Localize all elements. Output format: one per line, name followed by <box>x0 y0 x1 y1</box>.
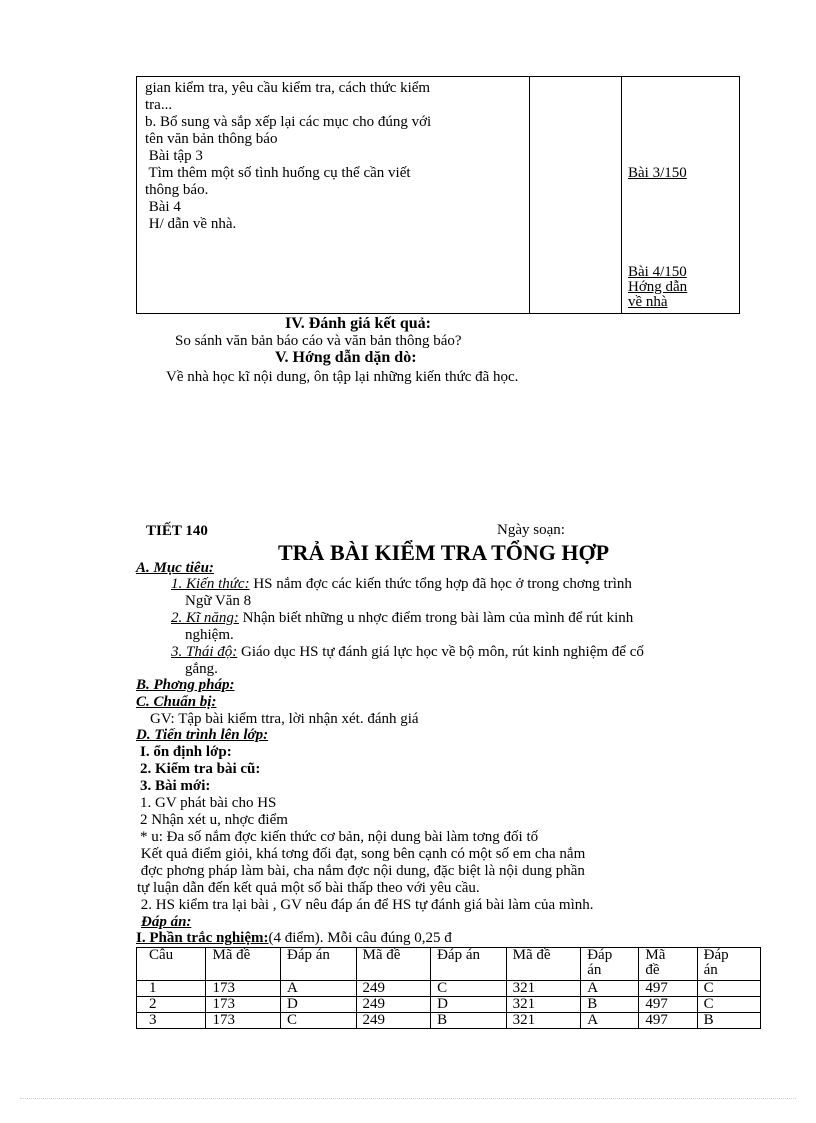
procedure-step: 3. Bài mới: <box>140 778 211 794</box>
table-cell: 173 <box>206 981 281 997</box>
section-d-heading: D. Tiến trình lên lớp: <box>136 727 269 743</box>
part1-heading: I. Phần trắc nghiệm: <box>136 930 269 946</box>
procedure-line: * u: Đa số nắm đợc kiến thức cơ bản, nội dung bài làm tơng đối tố <box>140 829 539 845</box>
table-row <box>137 1013 761 1029</box>
procedure-line: 2 Nhận xét u, nhợc điểm <box>140 812 288 828</box>
table-cell: C <box>697 981 760 997</box>
table-cell: 1 <box>137 981 206 997</box>
procedure-step: I. ổn định lớp: <box>140 744 232 760</box>
section-a-heading: A. Mục tiêu: <box>136 560 214 576</box>
reference-line: Hớng dẫn <box>628 279 688 295</box>
part1-heading-line <box>136 930 452 946</box>
lesson-number: TIẾT 140 <box>146 523 208 539</box>
table-cell: B <box>697 1013 760 1029</box>
procedure-line: tự luận dẫn đến kết quả một số bài thấp theo với yêu cầu. <box>137 880 480 896</box>
table-cell: 497 <box>639 1013 697 1029</box>
table-cell: 173 <box>206 997 281 1013</box>
section-v-text: Về nhà học kĩ nội dung, ôn tập lại những kiến thức đã học. <box>166 369 519 385</box>
column-header: Mã đề <box>206 948 281 981</box>
activity-line: thông báo. <box>145 182 209 198</box>
activity-line: tra... <box>145 97 173 113</box>
table-cell: 497 <box>639 981 697 997</box>
table-cell: C <box>431 981 507 997</box>
procedure-line: Kết quả điểm giỏi, khá tơng đối đạt, song bên cạnh có một số em cha nắm <box>137 846 586 862</box>
lesson-activity-table <box>136 76 740 314</box>
objective-text: HS nắm đợc các kiến thức tổng hợp đã học ở trong chơng trình <box>249 576 632 592</box>
activity-line: gian kiểm tra, yêu cầu kiểm tra, cách thức kiểm <box>145 80 431 96</box>
objective-continuation: nghiệm. <box>185 627 234 643</box>
table-cell: 321 <box>506 981 581 997</box>
section-iv-heading: IV. Đánh giá kết quả: <box>285 315 431 332</box>
objective-label: 2. Kĩ năng: <box>171 610 239 626</box>
objective-item <box>171 576 632 592</box>
table-cell: 497 <box>639 997 697 1013</box>
lesson-title: TRẢ BÀI KIỂM TRA TỔNG HỢP <box>278 540 610 565</box>
activity-line: H/ dẫn về nhà. <box>145 216 237 232</box>
table-header-row <box>137 948 761 981</box>
table-cell: A <box>581 981 639 997</box>
table-cell: 2 <box>137 997 206 1013</box>
objective-label: 3. Thái độ: <box>171 644 238 660</box>
table-cell: 249 <box>356 981 431 997</box>
column-header: Đáp án <box>697 948 760 981</box>
column-header: Mã đề <box>639 948 697 981</box>
activity-cell <box>145 80 431 233</box>
procedure-line: 1. GV phát bài cho HS <box>140 795 277 811</box>
table-cell: A <box>280 981 356 997</box>
column-header: Câu <box>137 948 206 981</box>
procedure-step: 2. Kiểm tra bài cũ: <box>140 761 261 777</box>
table-divider <box>529 77 530 313</box>
table-cell: 321 <box>506 1013 581 1029</box>
table-cell: B <box>581 997 639 1013</box>
table-cell: 321 <box>506 997 581 1013</box>
lesson-date-label: Ngày soạn: <box>497 522 565 538</box>
page-footer-divider <box>20 1098 796 1099</box>
objective-item <box>171 610 633 626</box>
table-cell: C <box>280 1013 356 1029</box>
objective-text: Giáo dục HS tự đánh giá lực học về bộ môn, rút kinh nghiệm để cố <box>237 644 644 660</box>
reference-bai-4 <box>628 265 687 310</box>
table-cell: D <box>280 997 356 1013</box>
objective-item <box>171 644 644 660</box>
table-divider <box>621 77 622 313</box>
activity-line: Bài 4 <box>145 199 181 215</box>
table-cell: B <box>431 1013 507 1029</box>
section-c-heading: C. Chuẩn bị: <box>136 694 217 710</box>
section-b-heading: B. Phơng pháp: <box>136 677 235 693</box>
table-cell: C <box>697 997 760 1013</box>
activity-line: tên văn bản thông báo <box>145 131 278 147</box>
part1-note: (4 điểm). Mỗi câu đúng 0,25 đ <box>268 930 452 946</box>
section-c-text: GV: Tập bài kiểm ttra, lời nhận xét. đánh giá <box>150 711 419 727</box>
table-row <box>137 997 761 1013</box>
table-cell: 249 <box>356 1013 431 1029</box>
answer-heading: Đáp án: <box>141 914 192 930</box>
table-cell: 173 <box>206 1013 281 1029</box>
column-header: Đáp án <box>280 948 356 981</box>
reference-bai-3: Bài 3/150 <box>628 165 687 181</box>
procedure-line: đợc phơng pháp làm bài, cha nắm đợc nội dung, đặc biệt là nội dung phần <box>137 863 585 879</box>
objective-continuation: gắng. <box>185 661 218 677</box>
reference-line: về nhà <box>628 294 668 310</box>
activity-line: Bài tập 3 <box>145 148 203 164</box>
table-row <box>137 981 761 997</box>
objective-continuation: Ngữ Văn 8 <box>185 593 252 609</box>
column-header: Mã đề <box>506 948 581 981</box>
objective-text: Nhận biết những u nhợc điểm trong bài làm của mình để rút kinh <box>238 610 634 626</box>
table-cell: D <box>431 997 507 1013</box>
activity-line: b. Bổ sung và sắp xếp lại các mục cho đúng với <box>145 114 432 130</box>
table-cell: 249 <box>356 997 431 1013</box>
table-cell: 3 <box>137 1013 206 1029</box>
section-v-heading: V. Hớng dẫn dặn dò: <box>275 349 417 366</box>
procedure-line: 2. HS kiểm tra lại bài , GV nêu đáp án để HS tự đánh giá bài làm của mình. <box>137 897 594 913</box>
activity-line: Tìm thêm một số tình huống cụ thể cần viết <box>145 165 411 181</box>
section-iv-text: So sánh văn bản báo cáo và văn bản thông báo? <box>175 333 462 349</box>
reference-line: Bài 4/150 <box>628 264 687 280</box>
table-cell: A <box>581 1013 639 1029</box>
column-header: Đáp án <box>431 948 507 981</box>
answer-table <box>136 947 761 1029</box>
column-header: Đáp án <box>581 948 639 981</box>
column-header: Mã đề <box>356 948 431 981</box>
objective-label: 1. Kiến thức: <box>171 576 250 592</box>
